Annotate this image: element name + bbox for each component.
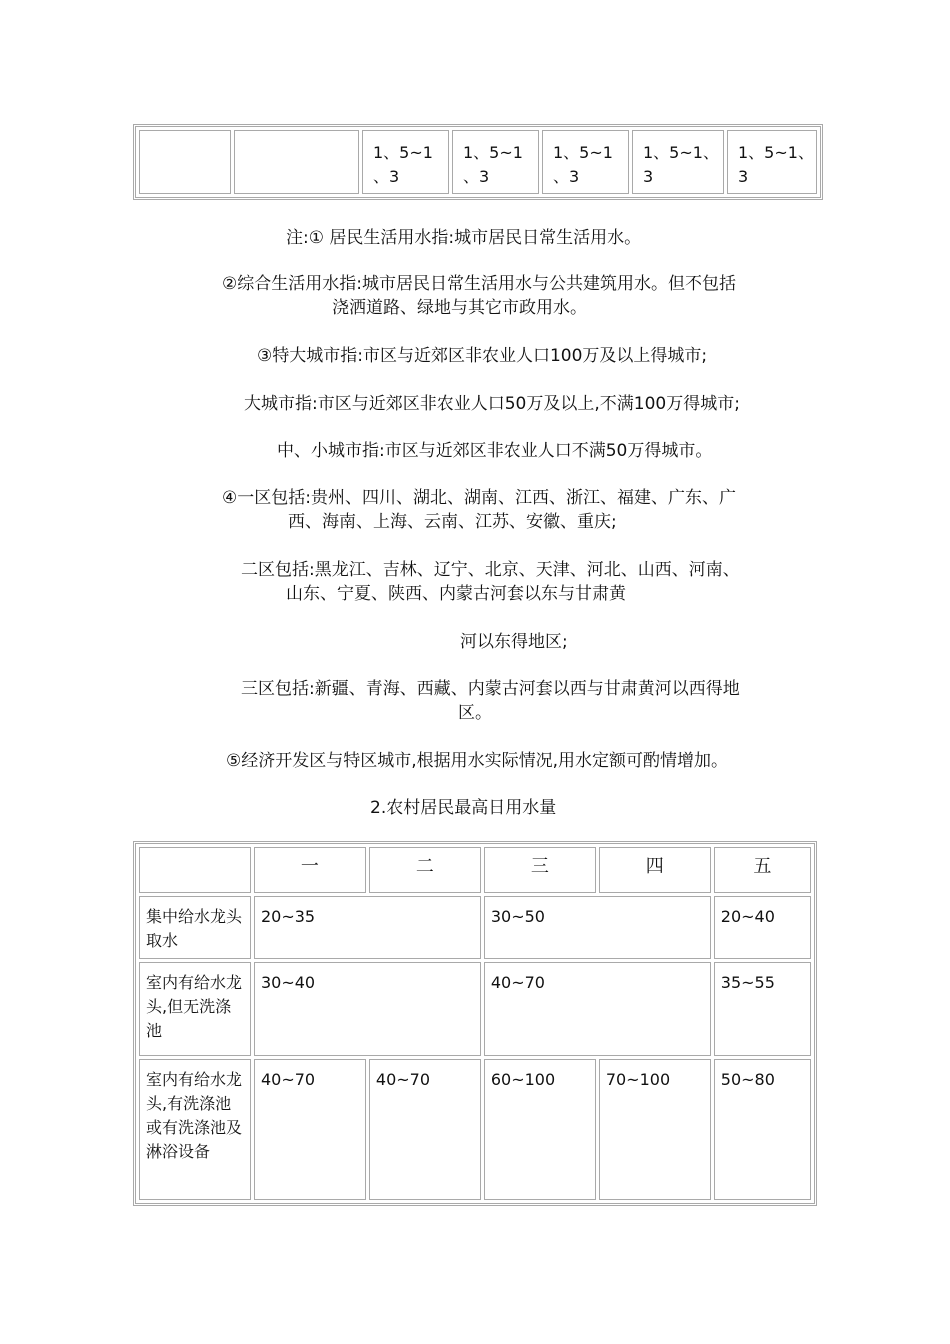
top-table — [133, 124, 823, 200]
table-row — [139, 962, 811, 1057]
table-header-row — [139, 847, 811, 893]
section-title: 2.农村居民最高日用水量 — [370, 798, 557, 818]
column-header: 三 — [484, 847, 596, 893]
note-4-line-1: ④一区包括:贵州、四川、湖北、湖南、江西、浙江、福建、广东、广 — [222, 488, 736, 508]
note-3-line-3: 中、小城市指:市区与近郊区非农业人口不满50万得城市。 — [277, 441, 713, 461]
note-3-line-1: ③特大城市指:市区与近郊区非农业人口100万及以上得城市; — [257, 346, 708, 366]
note-2-line-1: ②综合生活用水指:城市居民日常生活用水与公共建筑用水。但不包括 — [222, 274, 736, 294]
table-cell: 70~100 — [599, 1059, 711, 1200]
table-cell: 35~55 — [714, 962, 811, 1057]
table-cell: 60~100 — [484, 1059, 596, 1200]
table-row — [139, 1059, 811, 1200]
table-cell: 1、5~1 、3 — [452, 130, 539, 194]
table-cell: 1、5~1 、3 — [362, 130, 449, 194]
table-row — [139, 896, 811, 958]
table-cell: 40~70 — [254, 1059, 366, 1200]
note-4-line-2: 西、海南、上海、云南、江苏、安徽、重庆; — [288, 512, 617, 532]
table-cell: 20~35 — [254, 896, 481, 958]
table-cell: 1、5~1、 3 — [632, 130, 724, 194]
table-row — [139, 130, 817, 194]
table-cell: 40~70 — [484, 962, 711, 1057]
table-cell: 1、5~1 、3 — [542, 130, 629, 194]
table-cell: 30~50 — [484, 896, 711, 958]
table-cell-empty — [234, 130, 359, 194]
note-4-line-4: 山东、宁夏、陕西、内蒙古河套以东与甘肃黄 — [286, 584, 626, 604]
column-header: 二 — [369, 847, 481, 893]
row-label: 室内有给水龙头,有洗涤池或有洗涤池及淋浴设备 — [139, 1059, 251, 1200]
note-4-line-3: 二区包括:黑龙江、吉林、辽宁、北京、天津、河北、山西、河南、 — [241, 560, 740, 580]
row-label: 集中给水龙头取水 — [139, 896, 251, 958]
note-1: 注:① 居民生活用水指:城市居民日常生活用水。 — [286, 228, 642, 248]
row-label: 室内有给水龙头,但无洗涤池 — [139, 962, 251, 1057]
note-5: ⑤经济开发区与特区城市,根据用水实际情况,用水定额可酌情增加。 — [226, 751, 729, 771]
table-cell: 1、5~1、 3 — [727, 130, 817, 194]
column-header: 四 — [599, 847, 711, 893]
table-cell: 40~70 — [369, 1059, 481, 1200]
note-4-line-6: 三区包括:新疆、青海、西藏、内蒙古河套以西与甘肃黄河以西得地 — [241, 679, 740, 699]
table-cell: 20~40 — [714, 896, 811, 958]
note-4-line-5: 河以东得地区; — [460, 632, 568, 652]
column-header: 五 — [714, 847, 811, 893]
note-2-line-2: 浇洒道路、绿地与其它市政用水。 — [332, 298, 587, 318]
table-cell: 30~40 — [254, 962, 481, 1057]
table-cell-empty — [139, 130, 231, 194]
table-header-empty — [139, 847, 251, 893]
rural-water-table — [133, 841, 817, 1206]
note-3-line-2: 大城市指:市区与近郊区非农业人口50万及以上,不满100万得城市; — [244, 394, 740, 414]
table-cell: 50~80 — [714, 1059, 811, 1200]
column-header: 一 — [254, 847, 366, 893]
note-4-line-7: 区。 — [458, 703, 492, 723]
